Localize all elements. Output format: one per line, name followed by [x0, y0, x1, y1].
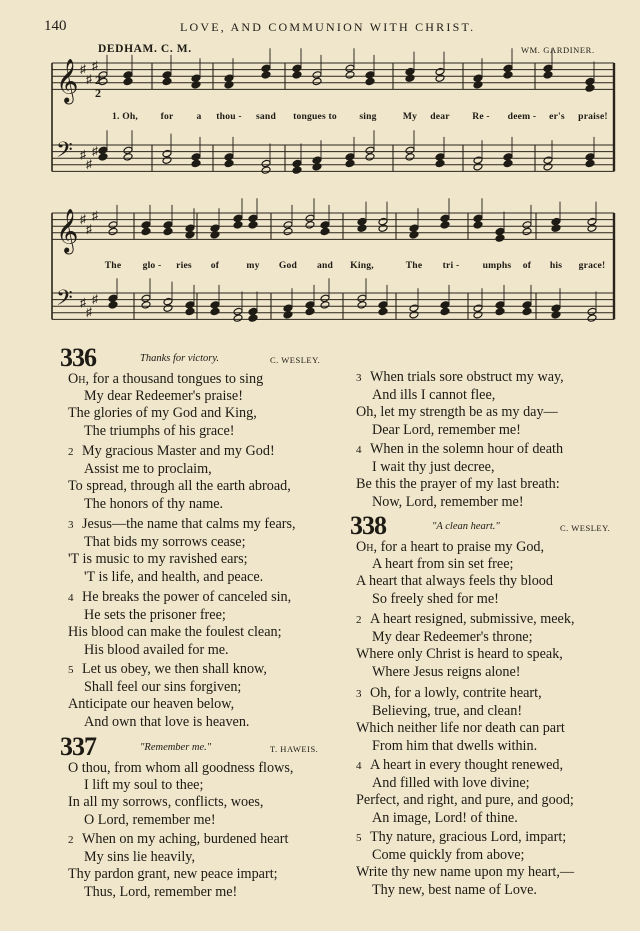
stanza-line: He breaks the power of canceled sin,	[82, 589, 292, 605]
note-head	[365, 71, 375, 79]
note-head	[357, 301, 367, 309]
note-head	[440, 307, 450, 315]
stanza-line: A heart that always feels thy blood	[356, 573, 553, 590]
stanza-line: Believing, true, and clean!	[372, 703, 523, 720]
sharp-icon: ♯	[86, 71, 92, 86]
hymn-338-stanza-2	[356, 611, 575, 681]
note-head	[435, 153, 445, 161]
hymn-title: Thanks for victory.	[140, 353, 220, 364]
note-head	[224, 153, 234, 161]
stanza-line: Write thy new name upon my heart,—	[356, 864, 575, 881]
note-head	[191, 74, 201, 82]
note-head	[210, 301, 220, 309]
note-head	[141, 294, 151, 302]
bass-clef-icon: 𝄢	[56, 138, 73, 169]
stanza-line: And ills I cannot flee,	[372, 387, 496, 404]
note-head	[283, 221, 293, 229]
note-head	[123, 77, 133, 85]
stanza-line: Be this the prayer of my last breath:	[356, 476, 560, 493]
lyric-syllable: tri -	[442, 260, 460, 271]
lyric-syllable: ries	[176, 260, 192, 271]
hymn-338-stanza-1	[356, 539, 553, 608]
hymn-author: C. WESLEY.	[270, 355, 321, 365]
stanza-line: An image, Lord! of thine.	[372, 809, 518, 826]
note-head	[587, 314, 597, 322]
lyric-syllable: My	[402, 111, 418, 122]
note-head	[409, 304, 419, 312]
note-head	[543, 163, 553, 171]
stanza-line: Thy pardon grant, new peace impart;	[68, 866, 278, 883]
note-head	[365, 146, 375, 154]
note-head	[551, 304, 561, 312]
note-head	[141, 221, 151, 229]
note-head	[503, 64, 513, 72]
note-head	[345, 159, 355, 167]
stanza-line: A heart resigned, submissive, meek,	[370, 611, 575, 627]
hymn-338-stanza-4	[356, 757, 574, 827]
note-head	[522, 301, 532, 309]
note-head	[162, 156, 172, 164]
lyric-syllable: my	[246, 260, 260, 271]
note-head	[185, 307, 195, 315]
hymn-336-stanza-3	[68, 516, 296, 586]
note-head	[551, 311, 561, 319]
stanza-line: When in the solemn hour of death	[370, 441, 564, 457]
note-head	[543, 156, 553, 164]
hymn-338-stanza-5	[356, 829, 574, 899]
note-head	[585, 153, 595, 161]
sharp-icon: ♯	[86, 305, 92, 320]
lyric-syllable: his	[549, 260, 563, 271]
note-head	[440, 301, 450, 309]
lyric-syllable: and	[316, 260, 334, 271]
note-head	[585, 77, 595, 85]
note-head	[365, 153, 375, 161]
stanza-line: Assist me to proclaim,	[84, 461, 212, 478]
note-head	[551, 217, 561, 225]
note-head	[473, 156, 483, 164]
note-head	[162, 149, 172, 157]
hymn-338-stanza-3	[356, 685, 565, 755]
note-head	[233, 314, 243, 322]
page-number: 140	[44, 18, 67, 34]
stanza-line: So freely shed for me!	[372, 590, 499, 607]
stanza-line: Oh, for a thousand tongues to sing	[68, 371, 264, 387]
stanza-number: 2	[68, 446, 74, 458]
stanza-line: His blood can make the foulest clean;	[68, 624, 282, 641]
stanza-number: 3	[356, 372, 362, 384]
stanza-number: 2	[356, 614, 362, 626]
note-head	[503, 71, 513, 79]
note-head	[543, 64, 553, 72]
note-head	[305, 221, 315, 229]
note-head	[162, 77, 172, 85]
lyric-syllable: God	[278, 260, 298, 271]
hymn-337-stanza-2	[68, 831, 288, 901]
stanza-line: And own that love is heaven.	[84, 713, 250, 730]
note-head	[357, 217, 367, 225]
note-head	[108, 301, 118, 309]
note-head	[409, 231, 419, 239]
lyric-syllable: The	[405, 260, 423, 271]
stanza-line: O thou, from whom all goodness flows,	[68, 760, 294, 776]
sharp-icon: ♯	[80, 295, 86, 310]
stanza-line: Oh, let my strength be as my day—	[356, 404, 558, 421]
stanza-line: The triumphs of his grace!	[84, 422, 235, 439]
lyric-syllable: sand	[255, 111, 277, 122]
hymn-336-stanza-4	[68, 589, 291, 659]
note-head	[495, 227, 505, 235]
note-head	[473, 304, 483, 312]
note-head	[123, 153, 133, 161]
lyric-syllable: er's	[549, 111, 565, 122]
hymn-number: 337	[60, 732, 96, 761]
lyric-syllable: dear	[430, 111, 450, 122]
note-head	[185, 224, 195, 232]
lyric-syllable: tongues to	[293, 111, 337, 122]
note-head	[522, 307, 532, 315]
note-head	[473, 163, 483, 171]
note-head	[163, 221, 173, 229]
note-head	[210, 307, 220, 315]
note-head	[123, 71, 133, 79]
stanza-line: My gracious Master and my God!	[82, 443, 275, 459]
sharp-icon: ♯	[92, 292, 98, 306]
note-head	[283, 227, 293, 235]
note-head	[141, 301, 151, 309]
stanza-line: The honors of thy name.	[84, 495, 224, 512]
lyric-syllable: thou -	[216, 111, 242, 122]
note-head	[191, 81, 201, 89]
note-head	[185, 301, 195, 309]
lyric-syllable: of	[522, 260, 532, 271]
note-head	[233, 214, 243, 222]
lyric-syllable: 1. Oh,	[112, 111, 138, 122]
time-signature: 2	[95, 86, 101, 100]
stanza-line: Where Jesus reigns alone!	[372, 663, 521, 680]
note-head	[495, 234, 505, 242]
stanza-line: Where only Christ is heard to speak,	[356, 646, 563, 663]
lyric-syllable: umphs	[482, 260, 512, 271]
sharp-icon: ♯	[80, 62, 86, 76]
bass-clef-icon: 𝄢	[56, 286, 73, 317]
note-head	[435, 74, 445, 82]
note-head	[409, 311, 419, 319]
running-title: LOVE, AND COMMUNION WITH CHRIST.	[180, 20, 476, 34]
note-head	[320, 294, 330, 302]
stanza-line: And filled with love divine;	[372, 775, 530, 792]
sharp-icon: ♯	[92, 144, 98, 158]
sharp-icon: ♯	[92, 58, 98, 73]
note-head	[233, 307, 243, 315]
stanza-number: 4	[356, 444, 362, 456]
note-head	[141, 227, 151, 235]
lyric-syllable: of	[210, 260, 220, 271]
stanza-line: Which neither life nor death can part	[356, 720, 565, 737]
note-head	[405, 146, 415, 154]
stanza-line: From him that dwells within.	[372, 737, 538, 754]
lyric-syllable: a	[196, 111, 202, 122]
note-head	[473, 81, 483, 89]
note-head	[163, 227, 173, 235]
treble-clef-icon: 𝄞	[56, 58, 79, 103]
note-head	[108, 221, 118, 229]
stanza-line: Come quickly from above;	[372, 847, 525, 864]
note-head	[345, 64, 355, 72]
note-head	[248, 221, 258, 229]
note-head	[405, 74, 415, 82]
note-head	[587, 217, 597, 225]
sharp-icon: ♯	[80, 147, 86, 162]
note-head	[378, 301, 388, 309]
note-head	[585, 84, 595, 92]
stanza-line: 'T is life, and health, and peace.	[84, 568, 264, 585]
note-head	[312, 77, 322, 85]
note-head	[108, 294, 118, 302]
note-head	[320, 227, 330, 235]
note-head	[292, 71, 302, 79]
note-head	[261, 64, 271, 72]
note-head	[405, 67, 415, 75]
note-head	[378, 307, 388, 315]
note-head	[248, 307, 258, 315]
stanza-line: In all my sorrows, conflicts, woes,	[68, 794, 264, 811]
note-head	[108, 227, 118, 235]
note-head	[543, 71, 553, 79]
stanza-line: My sins lie heavily,	[84, 849, 195, 866]
note-head	[233, 221, 243, 229]
note-head	[162, 71, 172, 79]
hymn-336-stanza-5	[68, 661, 267, 731]
hymn-336-stanza-2	[68, 443, 291, 513]
hymn-number: 336	[60, 343, 96, 372]
sharp-icon: ♯	[86, 221, 92, 236]
note-head	[551, 224, 561, 232]
note-head	[365, 77, 375, 85]
note-head	[503, 153, 513, 161]
stanza-number: 4	[68, 592, 74, 604]
note-head	[522, 221, 532, 229]
note-head	[378, 217, 388, 225]
lyric-syllable: sing	[359, 111, 377, 122]
note-head	[435, 67, 445, 75]
stanza-line: The glories of my God and King,	[68, 405, 257, 422]
note-head	[473, 214, 483, 222]
note-head	[283, 304, 293, 312]
stanza-line: A heart from sin set free;	[372, 556, 514, 573]
stanza-line: Oh, for a heart to praise my God,	[356, 539, 545, 555]
stanza-line: Oh, for a lowly, contrite heart,	[370, 685, 542, 701]
stanza-line: My dear Redeemer's praise!	[84, 388, 243, 405]
lyric-syllable: praise!	[578, 111, 608, 122]
note-head	[163, 297, 173, 305]
note-head	[98, 146, 108, 154]
note-head	[210, 224, 220, 232]
sharp-icon: ♯	[86, 157, 92, 172]
note-head	[440, 221, 450, 229]
note-head	[378, 224, 388, 232]
note-head	[224, 81, 234, 89]
stanza-line: Thus, Lord, remember me!	[84, 883, 238, 900]
note-head	[312, 71, 322, 79]
note-head	[224, 74, 234, 82]
note-head	[305, 301, 315, 309]
stanza-line: When trials sore obstruct my way,	[370, 369, 564, 385]
note-head	[292, 159, 302, 167]
stanza-number: 4	[356, 760, 362, 772]
sharp-icon: ♯	[80, 212, 86, 226]
hymn-337-stanza-3	[356, 369, 564, 439]
note-head	[191, 153, 201, 161]
note-head	[495, 301, 505, 309]
stanza-line: Shall feel our sins forgiven;	[84, 679, 242, 696]
stanza-line: I wait thy just decree,	[372, 459, 495, 476]
note-head	[473, 311, 483, 319]
note-head	[345, 153, 355, 161]
lyric-syllable: The	[104, 260, 122, 271]
note-head	[320, 301, 330, 309]
note-head	[224, 159, 234, 167]
stanza-line: O Lord, remember me!	[84, 811, 216, 828]
note-head	[409, 224, 419, 232]
stanza-line: 'T is music to my ravished ears;	[68, 551, 248, 568]
stanza-line: When on my aching, burdened heart	[82, 831, 289, 847]
stanza-number: 5	[68, 664, 74, 676]
note-head	[405, 153, 415, 161]
tune-name: DEDHAM. C. M.	[98, 43, 192, 55]
note-head	[320, 221, 330, 229]
stanza-number: 5	[356, 832, 362, 844]
note-head	[495, 307, 505, 315]
hymn-author: T. HAWEIS.	[270, 744, 319, 754]
hymn-337-stanza-1	[68, 760, 293, 829]
note-head	[345, 71, 355, 79]
note-head	[305, 307, 315, 315]
note-head	[163, 304, 173, 312]
note-head	[191, 159, 201, 167]
hymn-number: 338	[350, 511, 386, 540]
time-signature: 2	[95, 73, 101, 87]
note-head	[292, 64, 302, 72]
note-head	[585, 159, 595, 167]
note-head	[261, 71, 271, 79]
stanza-line: To spread, through all the earth abroad,	[68, 478, 291, 495]
stanza-line: Anticipate our heaven below,	[68, 696, 235, 713]
note-head	[312, 163, 322, 171]
note-head	[248, 314, 258, 322]
note-head	[185, 231, 195, 239]
lyric-syllable: grace!	[578, 260, 606, 271]
stanza-line: Now, Lord, remember me!	[372, 493, 524, 510]
tune-composer: WM. GARDINER.	[521, 45, 595, 55]
note-head	[522, 227, 532, 235]
note-head	[473, 221, 483, 229]
hymn-title: "A clean heart."	[432, 521, 500, 532]
note-head	[440, 214, 450, 222]
lyric-syllable: glo -	[142, 260, 162, 271]
note-head	[473, 74, 483, 82]
note-head	[292, 166, 302, 174]
note-head	[305, 214, 315, 222]
stanza-number: 3	[68, 519, 74, 531]
hymn-336-stanza-1	[68, 371, 263, 440]
note-head	[357, 224, 367, 232]
note-head	[312, 156, 322, 164]
stanza-line: Dear Lord, remember me!	[372, 421, 521, 438]
stanza-line: My dear Redeemer's throne;	[372, 629, 533, 646]
hymn-337-stanza-4	[356, 441, 563, 511]
note-head	[587, 307, 597, 315]
stanza-number: 3	[356, 688, 362, 700]
note-head	[261, 159, 271, 167]
note-head	[435, 159, 445, 167]
lyric-syllable: for	[160, 111, 174, 122]
hymn-title: "Remember me."	[140, 742, 212, 753]
note-head	[261, 166, 271, 174]
note-head	[503, 159, 513, 167]
stanza-line: Jesus—the name that calms my fears,	[82, 516, 296, 532]
stanza-line: Let us obey, we then shall know,	[82, 661, 267, 677]
lyric-syllable: deem -	[507, 111, 537, 122]
note-head	[587, 224, 597, 232]
stanza-line: Thy nature, gracious Lord, impart;	[370, 829, 567, 845]
note-head	[357, 294, 367, 302]
stanza-line: He sets the prisoner free;	[84, 607, 226, 624]
sharp-icon: ♯	[92, 208, 98, 223]
treble-clef-icon: 𝄞	[56, 208, 79, 253]
stanza-line: I lift my soul to thee;	[84, 777, 204, 794]
lyric-syllable: King,	[350, 260, 374, 271]
stanza-number: 2	[68, 834, 74, 846]
note-head	[248, 214, 258, 222]
hymn-author: C. WESLEY.	[560, 523, 611, 533]
lyric-syllable: Re -	[472, 111, 490, 122]
note-head	[98, 153, 108, 161]
stanza-line: That bids my sorrows cease;	[84, 534, 246, 551]
note-head	[283, 311, 293, 319]
note-head	[123, 146, 133, 154]
note-head	[210, 231, 220, 239]
stanza-line: His blood availed for me.	[84, 641, 229, 658]
stanza-line: A heart in every thought renewed,	[370, 757, 564, 773]
stanza-line: Perfect, and right, and pure, and good;	[356, 792, 574, 809]
stanza-line: Thy new, best name of Love.	[372, 881, 537, 898]
